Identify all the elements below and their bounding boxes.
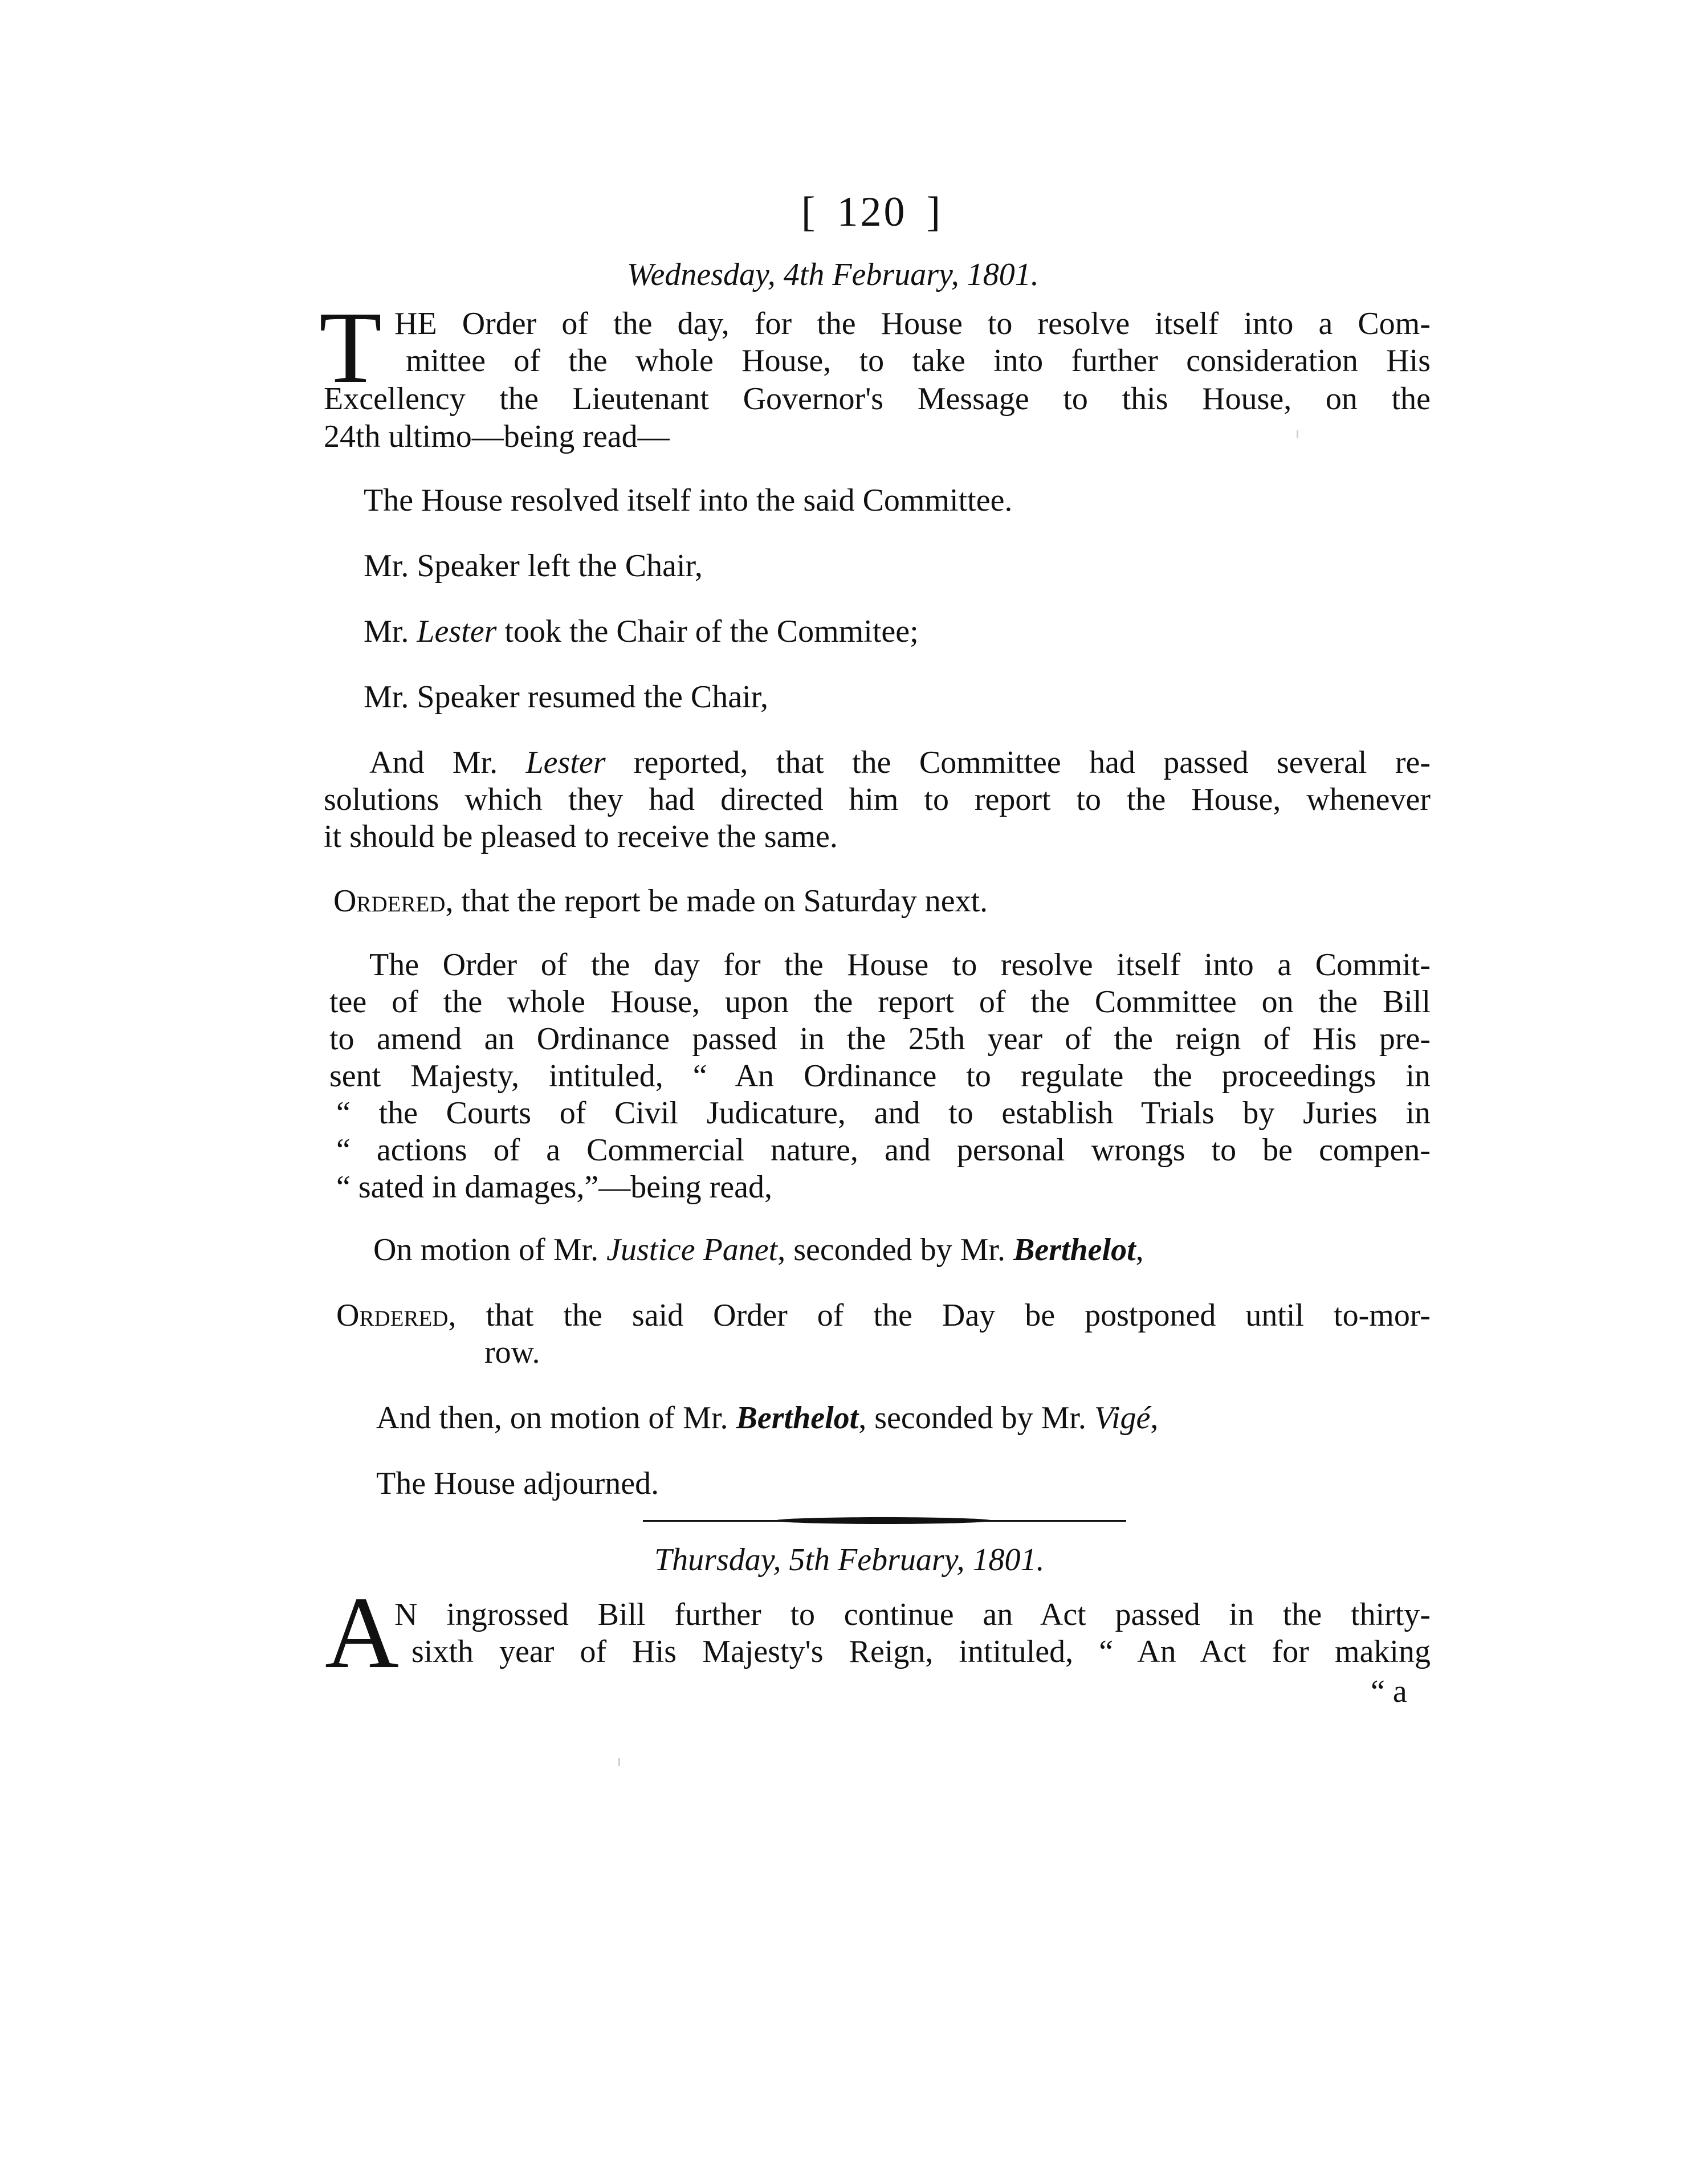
para-speaker-left: Mr. Speaker left the Chair, [364, 548, 703, 584]
report-line-2: solutions which they had directed him to report to the House, whenever [324, 782, 1431, 817]
order-line-2: tee of the whole House, upon the report of the Committee on the Bill [329, 984, 1431, 1020]
bracket-open: [ [801, 189, 818, 235]
name-berthelot: Berthelot [736, 1400, 859, 1436]
dateline-wednesday: Wednesday, 4th February, 1801. [627, 257, 1039, 292]
motion-panet [373, 1231, 1144, 1269]
entry2-line-2: sixth year of His Majesty's Reign, intituled, “ An Act for making [411, 1634, 1431, 1669]
opening-line-1: HE Order of the day, for the House to resolve itself into a Com- [394, 306, 1431, 341]
entry2-line-1: N ingrossed Bill further to continue an Act passed in the thirty- [394, 1597, 1431, 1632]
motion-berthelot-vige [376, 1399, 1158, 1437]
name-justice-panet: Justice Panet [606, 1232, 778, 1268]
para-house-resolved: The House resolved itself into the said Committee. [364, 483, 1013, 518]
order-line-7: “ sated in damages,”—being read, [336, 1170, 773, 1205]
text-fragment: that the report be made on Saturday next. [453, 883, 988, 919]
report-line-3: it should be pleased to receive the same. [324, 819, 838, 854]
bracket-close: ] [926, 189, 943, 235]
page-number [764, 188, 980, 237]
text-fragment: that the said Order of the Day be postponed until to-mor- [456, 1298, 1431, 1333]
ordered-saturday [333, 882, 988, 920]
order-line-3: to amend an Ordinance passed in the 25th year of the reign of His pre- [329, 1021, 1431, 1057]
opening-line-3: Excellency the Lieutenant Governor's Message to this House, on the [324, 381, 1431, 417]
para-speaker-resumed: Mr. Speaker resumed the Chair, [364, 679, 769, 715]
name-lester: Lester [525, 745, 606, 780]
scan-speck [1297, 430, 1298, 438]
order-line-6: “ actions of a Commercial nature, and personal wrongs to be compen- [336, 1132, 1431, 1168]
text-fragment: On motion of Mr. [373, 1232, 607, 1268]
para-lester-took-chair [364, 613, 919, 650]
report-line-1 [369, 744, 1431, 781]
separator-rule-swell [775, 1517, 992, 1524]
name-lester: Lester [417, 614, 497, 649]
text-fragment: And Mr. [369, 745, 526, 780]
text-fragment: , [1150, 1400, 1159, 1436]
scan-speck [618, 1758, 620, 1766]
text-fragment: Mr. [364, 614, 417, 649]
catchword: “ a [1371, 1674, 1407, 1709]
opening-line-4: 24th ultimo—being read— [324, 419, 670, 454]
text-fragment: , [1135, 1232, 1144, 1268]
order-line-1: The Order of the day for the House to resolve itself into a Commit- [369, 947, 1431, 983]
text-fragment: And then, on motion of Mr. [376, 1400, 736, 1436]
opening-line-2: mittee of the whole House, to take into further consideration His [406, 343, 1431, 378]
ordered-label: Ordered, [333, 883, 454, 919]
drop-cap-t: T [319, 291, 382, 404]
dateline-thursday: Thursday, 5th February, 1801. [654, 1542, 1045, 1578]
ordered-label: Ordered, [336, 1298, 457, 1333]
text-fragment: , seconded by Mr. [777, 1232, 1013, 1268]
drop-cap-a: A [325, 1576, 399, 1689]
page-number-value: 120 [837, 189, 907, 235]
name-berthelot: Berthelot [1013, 1232, 1136, 1268]
ordered-postponed [336, 1297, 1431, 1334]
text-fragment: took the Chair of the Commitee; [496, 614, 919, 649]
name-vige: Vigé [1094, 1400, 1151, 1436]
text-fragment: , seconded by Mr. [858, 1400, 1094, 1436]
house-adjourned: The House adjourned. [376, 1466, 659, 1501]
ordered-postponed-cont: row. [484, 1335, 540, 1370]
text-fragment: reported, that the Committee had passed several re- [605, 745, 1431, 780]
order-line-5: “ the Courts of Civil Judicature, and to establish Trials by Juries in [336, 1095, 1431, 1131]
order-line-4: sent Majesty, intituled, “ An Ordinance to regulate the proceedings in [329, 1058, 1431, 1094]
